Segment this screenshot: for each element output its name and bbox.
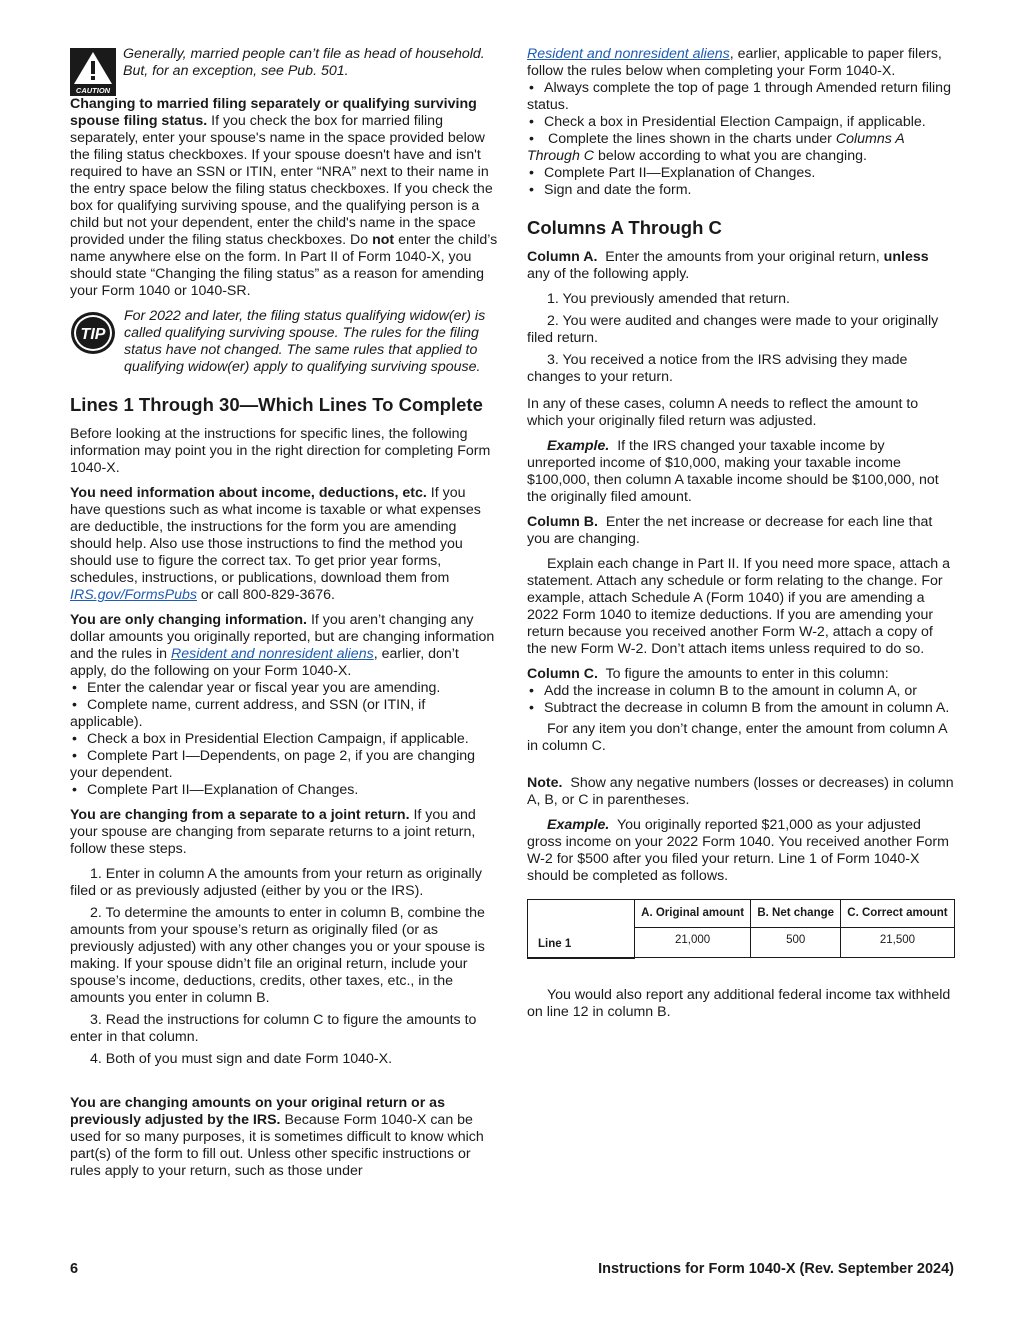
resident-aliens-link[interactable]: Resident and nonresident aliens	[527, 46, 730, 62]
column-c-section: Column C. To figure the amounts to enter in this column: • Add the increase in column B to the amount in column A, or • Subtract the decrease in column B from the amount in column A.	[527, 666, 955, 717]
columns-heading: Columns A Through C	[527, 217, 722, 238]
left-column	[70, 46, 498, 1188]
note-paragraph: Note. Show any negative numbers (losses or decreases) in column A, B, or C in parentheses.	[527, 775, 954, 808]
svg-text:TIP: TIP	[80, 326, 106, 343]
tip-icon	[70, 311, 116, 360]
footer-title: Instructions for Form 1040-X (Rev. September 2024)	[598, 1261, 954, 1277]
changing-amounts-paragraph: You are changing amounts on your original return or as previously adjusted by the IRS. Because Form 1040-X can be used for so many purposes, it is sometimes difficult to know which part(s) of the form to fill out. Unless other specific instructions or rules apply to your return, such as those under	[70, 1095, 484, 1179]
list-item: 4. Both of you must sign and date Form 1040-X.	[90, 1051, 393, 1067]
row-label: Line 1	[528, 900, 635, 958]
column-a-example: Example. If the IRS changed your taxable income by unreported income of $10,000, making your taxable income $100,000, then column A taxable income should be $100,000, not the originally filed amount.	[527, 438, 939, 505]
list-item: 2. You were audited and changes were made to your originally filed return.	[527, 313, 939, 346]
table-cell: 500	[751, 928, 840, 958]
need-info-paragraph: You need information about income, deductions, etc. If you have questions such as what income is taxable or what expenses are deductible, the instructions for the form you are amending should help. Also use those instructions to find the method you should use to figure the correct tax. To get prior year forms, schedules, instructions, or publications, download them from IRS.gov/FormsPubs or call 800-829-3676.	[70, 485, 481, 603]
changing-mfs-body: If you check the box for married filing separately, enter your spouse's name in the space provided below the filing status checkboxes. If your spouse doesn't have and isn't required to have an SSN or ITIN, enter “NRA” next to their name in the entry space below the filing status checkboxes. If you check the box for qualifying surviving spouse, and the qualifying person is a child but not your dependent, enter the child's name in the space provided under the filing status checkboxes. Do	[70, 113, 493, 248]
column-c-after: For any item you don’t change, enter the amount from column A in column C.	[527, 721, 947, 754]
list-item: • Complete Part I—Dependents, on page 2, if you are changing your dependent.	[70, 748, 498, 782]
list-item: • Sign and date the form.	[527, 182, 955, 199]
lines-heading: Lines 1 Through 30—Which Lines To Complete	[70, 394, 483, 415]
changing-mfs-paragraph: Changing to married filing separately or qualifying surviving spouse filing status. If you check the box for married filing separately, enter your spouse's name in the space provided below the filing status checkboxes. If your spouse doesn't have and isn't required to have an SSN or ITIN, enter “NRA” next to their name in the entry space below the filing status checkboxes. If you check the box for qualifying surviving spouse, and the qualifying person is a child but not your dependent, enter the child's name in the space provided under the filing status checkboxes. Do not enter the child’s name anywhere else on the form. In Part II of Form 1040-X, you should state “Changing the filing status” as a reason for amending your Form 1040 or 1040-SR.	[70, 96, 498, 299]
closing-paragraph: You would also report any additional federal income tax withheld on line 12 in column B.	[527, 986, 951, 1020]
resident-aliens-link[interactable]: Resident and nonresident aliens	[170, 646, 374, 662]
column-b-explain: Explain each change in Part II. If you need more space, attach a statement. Attach any schedule or form relating to the change. For example, attach Schedule A (Form 1040) if you are amending a 2022 Form 1040 to itemize deductions. If you are amending your return because you received another Form W-2, attach a copy of the new Form W-2. Don’t attach items unless required to do so.	[527, 556, 951, 657]
example2-paragraph: Example. You originally reported $21,000 as your adjusted gross income on your 2022 Form 1040. You received another Form W-2 for $500 after you filed your return. Line 1 of Form 1040-X should be completed as follows.	[527, 817, 949, 884]
list-item: 2. To determine the amounts to enter in column B, combine the amounts from your spouse’s return as originally filed (or as previously adjusted) with any other changes you or your spouse is making. If your spouse didn’t file an original return, include your spouse’s income, deductions, credits, other taxes, etc., in the amounts you enter in column B.	[70, 905, 485, 1006]
tip-text: For 2022 and later, the filing status qualifying widow(er) is called qualifying surviving spouse. The rules for the filing status have not changed. The same rules that applied to qualifying widow(er) apply to qualifying surviving spouse.	[124, 308, 486, 375]
forms-pubs-link[interactable]: IRS.gov/FormsPubs	[70, 587, 197, 603]
column-a-paragraph: Column A. Enter the amounts from your original return, unless any of the following apply.	[527, 249, 929, 282]
caution-note	[70, 46, 498, 95]
column-header: B. Net change	[751, 900, 840, 928]
list-item: 1. You previously amended that return.	[547, 291, 790, 307]
list-item: • Subtract the decrease in column B from the amount in column A.	[527, 700, 955, 717]
column-a-after: In any of these cases, column A needs to reflect the amount to which your originally filed return was adjusted.	[527, 396, 919, 429]
list-item: • Check a box in Presidential Election Campaign, if applicable.	[70, 731, 498, 748]
list-item: • Complete Part II—Explanation of Changes.	[527, 165, 955, 182]
list-item: • Check a box in Presidential Election Campaign, if applicable.	[527, 114, 955, 131]
list-item: • Add the increase in column B to the amount in column A, or	[527, 683, 955, 700]
list-item: 1. Enter in column A the amounts from your return as originally filed or as previously adjusted (either by you or the IRS).	[70, 866, 482, 899]
changing-mfs-heading: Changing to married filing separately or qualifying surviving spouse filing status.	[70, 96, 477, 129]
svg-text:CAUTION: CAUTION	[75, 86, 111, 95]
column-b-paragraph: Column B. Enter the net increase or decrease for each line that you are changing.	[527, 514, 933, 547]
list-item: • Always complete the top of page 1 through Amended return filing status.	[527, 80, 955, 114]
separate-joint-paragraph: You are changing from a separate to a joint return. If you and your spouse are changing from separate returns to a joint return, follow these steps.	[70, 807, 476, 857]
amounts-table	[527, 899, 955, 959]
list-item: • Complete Part II—Explanation of Changes.	[70, 782, 498, 799]
caution-icon	[70, 48, 116, 101]
page-number: 6	[70, 1261, 79, 1277]
list-item: 3. You received a notice from the IRS advising they made changes to your return.	[527, 352, 908, 385]
list-item: 3. Read the instructions for column C to figure the amounts to enter in that column.	[70, 1012, 477, 1045]
continuation-paragraph: Resident and nonresident aliens, earlier, applicable to paper filers, follow the rules below when completing your Form 1040-X.	[527, 46, 942, 79]
right-column	[527, 46, 955, 1029]
list-item: • Enter the calendar year or fiscal year you are amending.	[70, 680, 498, 697]
list-item: • Complete name, current address, and SSN (or ITIN, if applicable).	[70, 697, 498, 731]
table-header-row	[528, 900, 955, 928]
caution-text: Generally, married people can’t file as head of household. But, for an exception, see Pub. 501.	[123, 46, 485, 79]
column-header: A. Original amount	[634, 900, 751, 928]
column-header: C. Correct amount	[840, 900, 954, 928]
tip-note	[70, 308, 498, 376]
only-info-section: You are only changing information. If you aren’t changing any dollar amounts you originally reported, but are changing information and the rules in Resident and nonresident aliens, earlier, don’t apply, do the following on your Form 1040-X. • Enter the calendar year or fiscal year you are amending. • Complete name, current address, and SSN (or ITIN, if applicable). • Check a box in Presidential Election Campaign, if applicable. • Complete Part I—Dependents, on page 2, if you are changing your dependent. • Complete Part II—Explanation of Changes.	[70, 612, 498, 799]
table-cell: 21,500	[840, 928, 954, 958]
lines-intro: Before looking at the instructions for specific lines, the following information may point you in the right direction for completing Form 1040-X.	[70, 426, 491, 476]
table-cell: 21,000	[634, 928, 751, 958]
list-item: • Complete the lines shown in the charts under Columns A Through C below according to what you are changing.	[527, 131, 955, 165]
